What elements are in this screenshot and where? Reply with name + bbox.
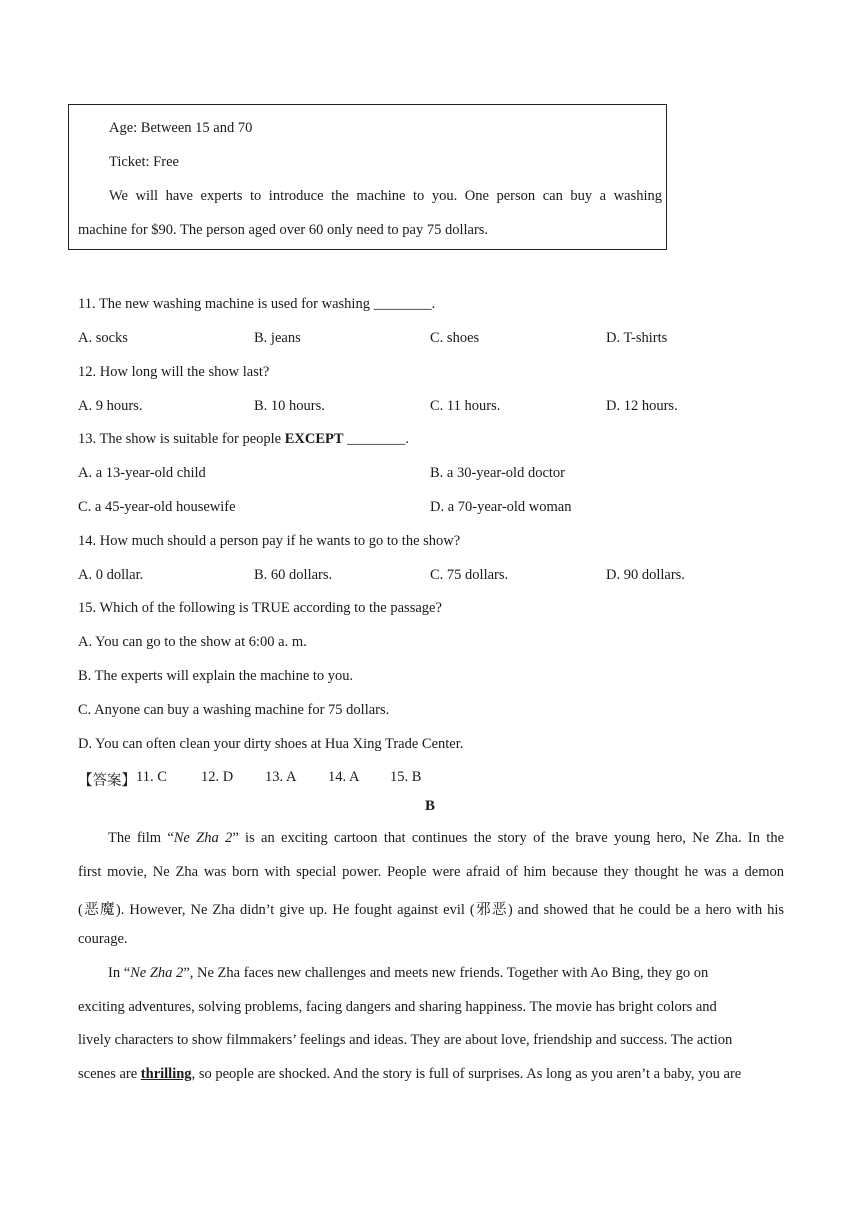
question-13-stem-after: ________. <box>343 431 409 447</box>
paragraph-2-line-3: lively characters to show filmmakers’ feelings and ideas. They are about love, friendship and success. The action <box>78 1032 733 1048</box>
question-14-option-b: B. 60 dollars. <box>254 567 333 583</box>
question-15-option-c: C. Anyone can buy a washing machine for 75 dollars. <box>78 702 390 718</box>
question-12-option-b: B. 10 hours. <box>254 398 325 414</box>
answer-15: 15. B <box>390 769 422 785</box>
question-14-stem: 14. How much should a person pay if he wants to go to the show? <box>78 533 461 549</box>
question-15-option-b: B. The experts will explain the machine to you. <box>78 668 354 684</box>
question-13-option-d: D. a 70-year-old woman <box>430 499 572 515</box>
paragraph-1-line-1: The film “Ne Zha 2” is an exciting cartoon that continues the story of the brave young hero, Ne Zha. In the <box>108 830 785 846</box>
question-12-option-c: C. 11 hours. <box>430 398 501 414</box>
question-13-stem-before: 13. The show is suitable for people <box>78 431 285 447</box>
answer-14: 14. A <box>328 769 360 785</box>
paragraph-1-line-4: courage. <box>78 931 128 947</box>
question-13-stem <box>78 431 409 448</box>
question-11-option-d: D. T-shirts <box>606 330 668 346</box>
question-15-stem: 15. Which of the following is TRUE according to the passage? <box>78 600 442 616</box>
question-12-option-d: D. 12 hours. <box>606 398 678 414</box>
question-15-option-d: D. You can often clean your dirty shoes at Hua Xing Trade Center. <box>78 736 464 752</box>
notice-experts-line2: machine for $90. The person aged over 60 only need to pay 75 dollars. <box>78 222 489 238</box>
question-13-option-b: B. a 30-year-old doctor <box>430 465 565 481</box>
question-15-option-a: A. You can go to the show at 6:00 a. m. <box>78 634 307 650</box>
question-12-option-a: A. 9 hours. <box>78 398 143 414</box>
question-11-option-a: A. socks <box>78 330 128 346</box>
question-14-option-a: A. 0 dollar. <box>78 567 144 583</box>
paragraph-2-line-1: In “Ne Zha 2”, Ne Zha faces new challenges and meets new friends. Together with Ao Bing, they go on <box>108 965 709 981</box>
question-11-option-c: C. shoes <box>430 330 480 346</box>
notice-box <box>68 104 667 250</box>
answer-13: 13. A <box>265 769 297 785</box>
answer-key-label: 【答案】 <box>78 773 136 789</box>
question-11-option-b: B. jeans <box>254 330 301 346</box>
question-12-stem: 12. How long will the show last? <box>78 364 270 380</box>
question-11-stem: 11. The new washing machine is used for washing ________. <box>78 296 436 312</box>
paragraph-1-line-3: (恶魔). However, Ne Zha didn’t give up. He fought against evil (邪恶) and showed that he could be a hero with his <box>78 902 784 918</box>
notice-ticket: Ticket: Free <box>109 154 179 170</box>
paragraph-2-line-2: exciting adventures, solving problems, facing dangers and sharing happiness. The movie has bright colors and <box>78 999 717 1015</box>
question-13-option-c: C. a 45-year-old housewife <box>78 499 236 515</box>
question-13-stem-bold: EXCEPT <box>284 431 344 447</box>
paragraph-1-line-2: first movie, Ne Zha was born with special power. People were afraid of him because they thought he was a demon <box>78 864 784 880</box>
paragraph-2-line-4: scenes are thrilling, so people are shocked. And the story is full of surprises. As long as you aren’t a baby, you are <box>78 1066 742 1082</box>
question-14-option-c: C. 75 dollars. <box>430 567 509 583</box>
film-title: Ne Zha 2 <box>130 965 184 981</box>
question-14-option-d: D. 90 dollars. <box>606 567 685 583</box>
vocab-word-thrilling: thrilling <box>140 1066 192 1082</box>
notice-age: Age: Between 15 and 70 <box>109 120 253 136</box>
notice-experts-line1: We will have experts to introduce the machine to you. One person can buy a washing <box>109 188 662 204</box>
section-b-title: B <box>424 798 435 814</box>
answer-11: 11. C <box>136 769 167 785</box>
question-13-option-a: A. a 13-year-old child <box>78 465 206 481</box>
film-title: Ne Zha 2 <box>173 830 233 846</box>
answer-12: 12. D <box>201 769 234 785</box>
